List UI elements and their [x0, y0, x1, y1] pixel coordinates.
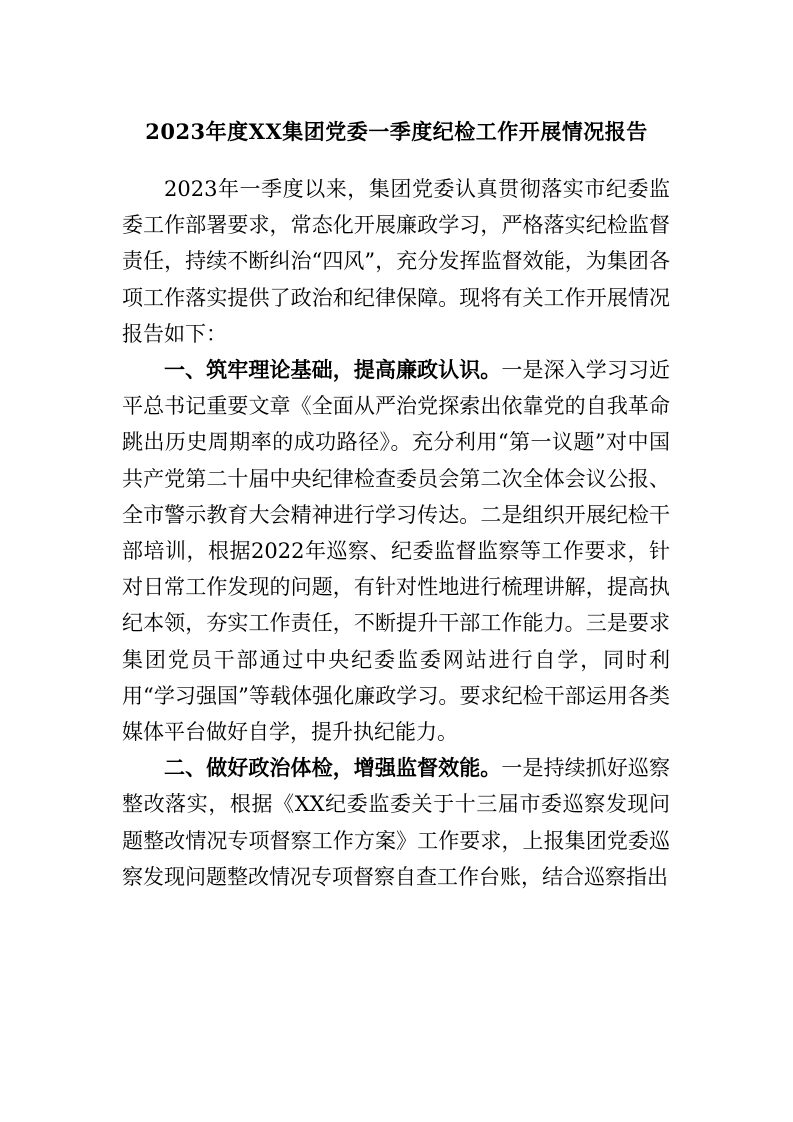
paragraph-text: 一是持续抓好巡察整改落实，根据《XX纪委监委关于十三届市委巡察发现问题整改情况专项督察工作方案》工作要求，上报集团党委巡察发现问题整改情况专项督察自查工作台账，结合巡察指出: [122, 756, 670, 889]
paragraph-section-1: [122, 352, 670, 750]
document-body: [122, 171, 670, 895]
document-title: 2023年度XX集团党委一季度纪检工作开展情况报告: [145, 119, 648, 144]
paragraph-section-2: [122, 750, 670, 895]
paragraph-text: 一是深入学习习近平总书记重要文章《全面从严治党探索出依靠党的自我革命跳出历史周期率的成功路径》。充分利用“第一议题”对中国共产党第二十届中央纪律检查委员会第二次全体会议公报、全市警示教育大会精神进行学习传达。二是组织开展纪检干部培训，根据2022年巡察、纪委监督监察等工作要求，针对日常工作发现的问题，有针对性地进行梳理讲解，提高执纪本领，夯实工作责任，不断提升干部工作能力。三是要求集团党员干部通过中央纪委监委网站进行自学，同时利用“学习强国”等载体强化廉政学习。要求纪检干部运用各类媒体平台做好自学，提升执纪能力。: [122, 358, 670, 745]
section-heading: 一、筑牢理论基础，提高廉政认识。: [164, 357, 502, 383]
paragraph-text: 2023年一季度以来，集团党委认真贯彻落实市纪委监委工作部署要求，常态化开展廉政学习，严格落实纪检监督责任，持续不断纠治“四风”，充分发挥监督效能，为集团各项工作落实提供了政治和纪律保障。现将有关工作开展情况报告如下：: [122, 177, 670, 346]
paragraph-intro: [122, 171, 670, 352]
section-heading: 二、做好政治体检，增强监督效能。: [164, 755, 502, 781]
